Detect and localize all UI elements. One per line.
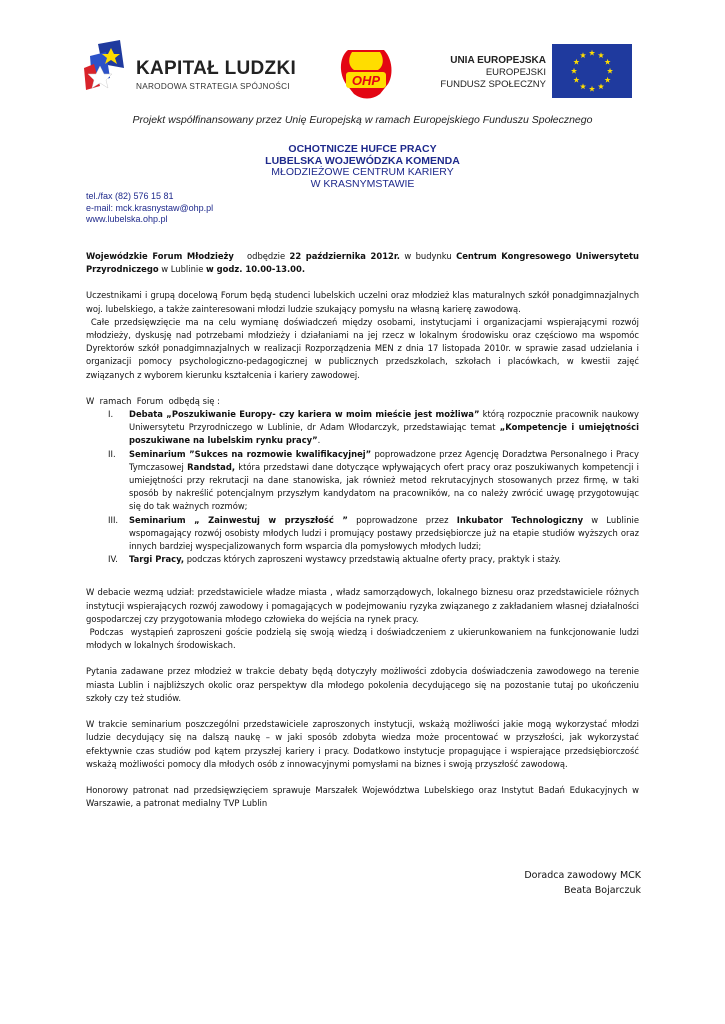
kapital-ludzki-logo <box>80 38 310 108</box>
kapital-ludzki-emblem <box>80 38 132 96</box>
intro-time: w godz. 10.00-13.00. <box>206 264 306 275</box>
ohp-logo-text: OHP <box>351 73 381 88</box>
eu-flag <box>552 44 632 98</box>
program-item-text-end: która przedstawi dane dotyczące wpływających ofert pracy oraz poszukiwanych kompetencji i umiejętności przy rekrutacji na dane stanowiska, jak również metod rekrutacyjnych stosowanych przez firmę, w taki sposób by nakreślić potencjalnym przyszłym kandydatom na pracowników, na co należy zwrócić uwagę przygotowując się do tak ważnych rozmów; <box>129 461 639 512</box>
program-list <box>86 408 639 566</box>
program-item-text: poprowadzone przez <box>347 514 457 525</box>
org-line-3: MŁODZIEŻOWE CENTRUM KARIERY <box>271 166 454 178</box>
letterhead <box>0 0 725 110</box>
questions-paragraph: Pytania zadawane przez młodzież w trakcie debaty będą dotyczyły możliwości zdobycia doświadczenia zawodowego na terenie miasta Lublin i najbliższych okolic oraz perspektyw dla młodego pokolenia decydującego się na pozostanie tutaj po ukończeniu szkoły czy też studiów. <box>86 666 639 703</box>
organization-block <box>180 144 545 190</box>
ohp-logo <box>338 42 394 100</box>
participants-paragraph: Uczestnikami i grupą docelową Forum będą studenci lubelskich uczelni oraz młodzież klas maturalnych szkół ponadgimnazjalnych woj. lubelskiego, a także zainteresowani młodzi ludzie szukający pomysłu na własną karierę zawodową. <box>86 290 639 314</box>
eu-caption-line1: UNIA EUROPEJSKA <box>450 55 546 66</box>
signature-block <box>524 868 641 898</box>
debate-participants-paragraph: W debacie wezmą udział: przedstawiciele władze miasta , władz samorządowych, lokalnego biznesu oraz przedstawiciele różnych instytucji wspierających rozwój zawodowy i pomagających w podejmowaniu ryzyka związanego z zakładaniem własnej działalności gospodarczej czy przygotowania młodego człowieka do wejścia na rynek pracy. <box>86 587 639 624</box>
program-item-text: którą rozpocznie pracownik naukowy Uniwersytetu Przyrodniczego w Lublinie, dr Adam Włodarczyk, przedstawiając temat <box>129 409 639 433</box>
program-item-title: Seminarium ”Sukces na rozmowie kwalifikacyjnej” <box>129 448 372 459</box>
eu-caption-line2: EUROPEJSKI <box>485 67 546 78</box>
eu-caption <box>440 55 546 91</box>
program-item <box>86 408 639 448</box>
program-item <box>86 514 639 554</box>
program-item-number: III. <box>108 514 119 525</box>
program-item-number: IV. <box>108 554 118 565</box>
program-item-text: poprowadzone przez Agencję Doradztwa Personalnego i Pracy Tymczasowej <box>129 448 639 472</box>
program-item-organizer: Randstad, <box>187 461 235 472</box>
program-item-text-end: . <box>317 435 321 446</box>
program-item-topic: „Kompetencje i umiejętności poszukiwane na lubelskim rynku pracy” <box>129 422 639 446</box>
contact-block <box>86 191 213 226</box>
intro-paragraph <box>86 250 639 276</box>
purpose-paragraph: Całe przedsięwzięcie ma na celu wymianę doświadczeń między osobami, instytucjami i organizacjami wspierającymi rozwój młodzieży, dyskusję nad potrzebami młodzieży i działaniami na jej rzecz w lokalnym środowisku oraz częściowo ma wspomóc Dyrektorów szkół ponadgimnazjalnych w realizacji Rozporządzenia MEN z dnia 17 listopada 2010r. w sprawie zasad udzielania i organizacji pomocy psychologiczno-pedagogicznej w publicznych przedszkolach, szkołach i placówkach, w kwestii zajęć związanych z wyborem kierunku kształcenia i kariery zawodowej. <box>86 316 642 380</box>
program-item-title: Debata „Poszukiwanie Europy- czy kariera w moim mieście jest możliwa” <box>129 409 480 420</box>
org-line-1: OCHOTNICZE HUFCE PRACY <box>288 143 437 155</box>
program-item-organizer: Inkubator Technologiczny <box>456 514 584 525</box>
intro-text-2: w budynku <box>399 251 457 261</box>
kapital-ludzki-title: KAPITAŁ LUDZKI <box>136 58 297 79</box>
speakers-paragraph: Podczas wystąpień zaproszeni goście podzielą się swoją wiedzą i doświadczeniem z ukierunkowaniem na funkcjonowanie ludzi młodych w lokalnych środowiskach. <box>86 627 642 651</box>
program-item-number: II. <box>108 448 116 459</box>
kapital-ludzki-subtitle: NARODOWA STRATEGIA SPÓJNOŚCI <box>136 82 290 91</box>
program-item-text: podczas których zaproszeni wystawcy przedstawią aktualne oferty pracy, praktyk i staży. <box>184 554 561 565</box>
cofinancing-note: Projekt współfinansowany przez Unię Europejską w ramach Europejskiego Funduszu Społecznego <box>132 114 593 126</box>
program-item-number: I. <box>108 409 114 420</box>
program-item-text-end: w Lublinie wspomagający rozwój osobisty młodych ludzi i promujący postawy przedsiębiorcze już na etapie studiów wyższych oraz innych bardziej wyspecjalizowanych form wsparcia dla pomysłowych młodych ludzi; <box>129 514 639 552</box>
signature-role: Doradca zawodowy MCK <box>524 870 641 881</box>
program-item-title: Seminarium „ Zainwestuj w przyszłość ” <box>129 514 348 525</box>
intro-text-3: w Lublinie <box>158 264 207 275</box>
seminar-paragraph: W trakcie seminarium poszczególni przedstawiciele zaproszonych instytucji, wskażą możliwości jakie mogą wykorzystać młodzi ludzie decydujący się na dalszą naukę – w jaki sposób zdobyta wiedza może procentować w przyszłości, jak wykorzystać efektywnie czas studiów pod kątem przyszłej kariery i pracy. Dodatkowo instytucje propagujące i wspierające przedsiębiorczość wskażą możliwości pomocy dla młodych osób z innowacyjnymi pomysłami na biznes i swoją przyszłość zawodową. <box>86 719 639 769</box>
program-item <box>86 553 639 566</box>
contact-website[interactable]: www.lubelska.ohp.pl <box>86 214 168 224</box>
program-intro: W ramach Forum odbędą się : <box>86 395 220 406</box>
contact-email[interactable]: e-mail: mck.krasnystaw@ohp.pl <box>86 202 214 213</box>
org-line-2: LUBELSKA WOJEWÓDZKA KOMENDA <box>265 154 460 167</box>
program-item <box>86 448 639 514</box>
eu-caption-line3: FUNDUSZ SPOŁECZNY <box>440 79 546 90</box>
intro-date: 22 października 2012r. <box>289 251 400 261</box>
patronage-paragraph: Honorowy patronat nad przedsięwzięciem sprawuje Marszałek Województwa Lubelskiego oraz Instytut Badań Edukacyjnych w Warszawie, a patronat medialny TVP Lublin <box>86 784 639 809</box>
intro-text-1: odbędzie <box>233 251 290 261</box>
org-line-4: W KRASNYMSTAWIE <box>310 177 415 190</box>
intro-event-name: Wojewódzkie Forum Młodzieży <box>86 251 234 261</box>
signature-name: Beata Bojarczuk <box>564 885 641 896</box>
letter-body <box>86 250 642 823</box>
contact-phone: tel./fax (82) 576 15 81 <box>86 191 174 201</box>
intro-venue: Centrum Kongresowego Uniwersytetu Przyrodniczego <box>86 251 639 275</box>
program-item-title: Targi Pracy, <box>129 554 185 565</box>
